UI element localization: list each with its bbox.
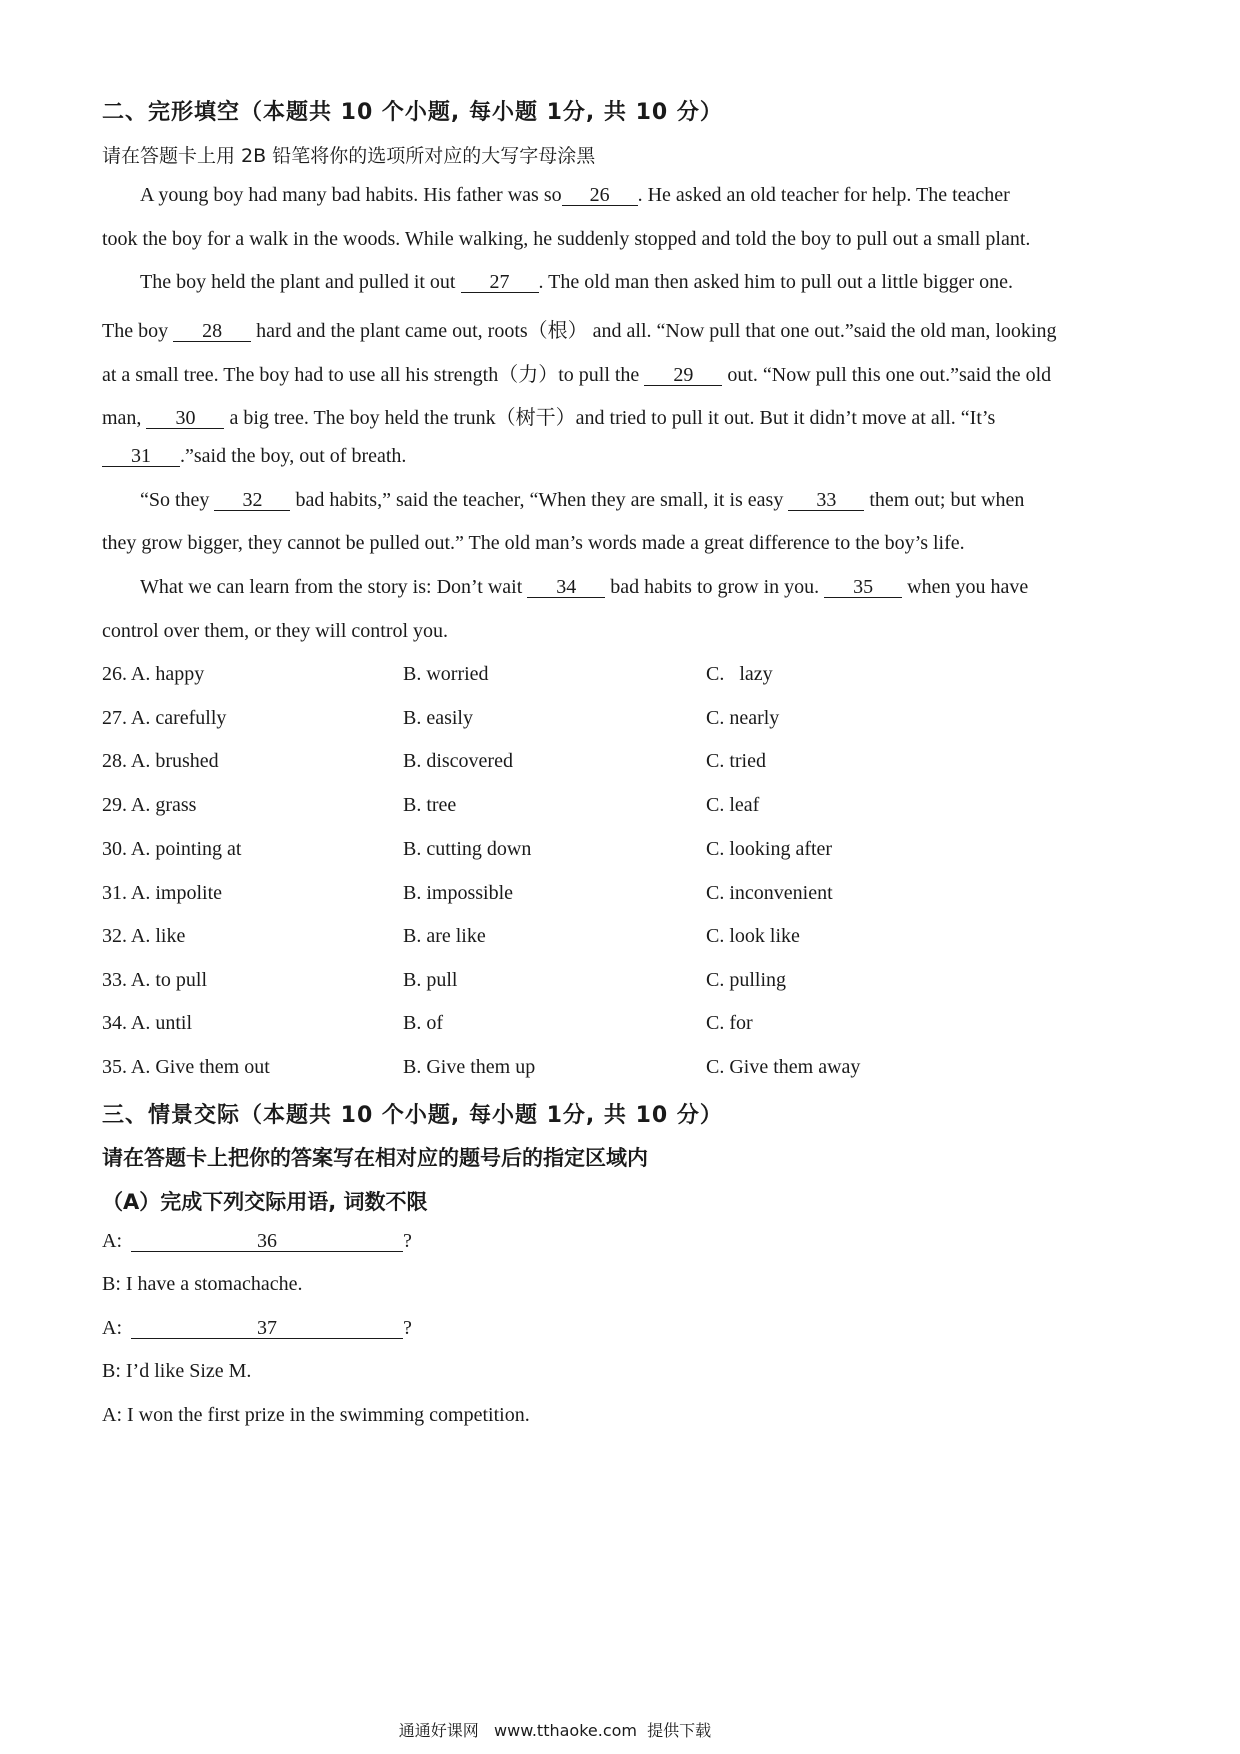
- passage-text: when you have: [902, 576, 1029, 598]
- blank-26: 26: [562, 185, 638, 206]
- blank-36: 36: [131, 1231, 403, 1252]
- option-28-b: B. discovered: [403, 750, 513, 772]
- option-29-a: 29. A. grass: [102, 794, 197, 816]
- dialog-line-a3: A: I won the first prize in the swimming competition.: [102, 1404, 530, 1426]
- option-33-b: B. pull: [403, 969, 458, 991]
- option-30-c: C. looking after: [706, 838, 833, 860]
- question-mark: ?: [403, 1230, 412, 1252]
- blank-28: 28: [173, 321, 251, 342]
- dialog-line-b1: B: I have a stomachache.: [102, 1273, 303, 1295]
- option-34-a: 34. A. until: [102, 1012, 193, 1034]
- blank-37: 37: [131, 1318, 403, 1339]
- section-3-heading: 三、情景交际（本题共 10 个小题, 每小题 1分, 共 10 分）: [102, 1103, 723, 1128]
- passage-text: man,: [102, 407, 147, 429]
- passage-line-5: [102, 358, 1051, 387]
- passage-text: out. “Now pull this one out.”said the old: [722, 364, 1052, 386]
- section-2-instruction: 请在答题卡上用 2B 铅笔将你的选项所对应的大写字母涂黑: [102, 145, 596, 167]
- passage-text: A young boy had many bad habits. His father was so: [140, 184, 562, 206]
- passage-line-6: [102, 401, 995, 430]
- passage-line-1: [140, 184, 1010, 207]
- passage-text: at a small tree. The boy had to use all his strength（力）to pull the: [102, 364, 645, 386]
- option-27-a: 27. A. carefully: [102, 707, 227, 729]
- blank-29: 29: [644, 365, 722, 386]
- passage-text: .”said the boy, out of breath.: [180, 445, 407, 467]
- option-35-a: 35. A. Give them out: [102, 1056, 270, 1078]
- passage-line-4: [102, 314, 1056, 343]
- option-29-c: C. leaf: [706, 794, 760, 816]
- passage-text: them out; but when: [864, 489, 1025, 511]
- blank-33: 33: [788, 490, 864, 511]
- option-32-b: B. are like: [403, 925, 486, 947]
- passage-line-9: they grow bigger, they cannot be pulled out.” The old man’s words made a great difference to the boy’s life.: [102, 532, 965, 554]
- option-32-c: C. look like: [706, 925, 800, 947]
- option-30-a: 30. A. pointing at: [102, 838, 242, 860]
- passage-line-10: [140, 576, 1028, 599]
- passage-text: . The old man then asked him to pull out a little bigger one.: [538, 271, 1014, 293]
- passage-text: . He asked an old teacher for help. The teacher: [637, 184, 1010, 206]
- option-27-c: C. nearly: [706, 707, 780, 729]
- passage-line-2: took the boy for a walk in the woods. While walking, he suddenly stopped and told the boy to pull out a small plant.: [102, 228, 1031, 250]
- dialog-line-b2: B: I’d like Size M.: [102, 1360, 252, 1382]
- question-mark: ?: [403, 1317, 412, 1339]
- option-30-b: B. cutting down: [403, 838, 532, 860]
- option-26-b: B. worried: [403, 663, 489, 685]
- passage-line-3: [140, 271, 1013, 294]
- option-32-a: 32. A. like: [102, 925, 186, 947]
- option-26-a: 26. A. happy: [102, 663, 205, 685]
- option-31-a: 31. A. impolite: [102, 882, 222, 904]
- section-3-subheading: （A）完成下列交际用语, 词数不限: [102, 1190, 428, 1214]
- page-footer: 通通好课网 www.tthaoke.com 提供下载: [398, 1721, 712, 1740]
- passage-text: What we can learn from the story is: Don’t wait: [140, 576, 528, 598]
- blank-31: 31: [102, 446, 180, 467]
- option-31-c: C. inconvenient: [706, 882, 833, 904]
- passage-line-7: [102, 445, 406, 468]
- passage-text: The boy held the plant and pulled it out: [140, 271, 461, 293]
- blank-32: 32: [214, 490, 290, 511]
- blank-27: 27: [461, 272, 539, 293]
- option-28-a: 28. A. brushed: [102, 750, 219, 772]
- blank-34: 34: [527, 577, 605, 598]
- option-35-b: B. Give them up: [403, 1056, 536, 1078]
- section-3-instruction: 请在答题卡上把你的答案写在相对应的题号后的指定区域内: [102, 1146, 648, 1170]
- passage-text: bad habits to grow in you.: [605, 576, 825, 598]
- section-2-heading: 二、完形填空（本题共 10 个小题, 每小题 1分, 共 10 分）: [102, 100, 723, 125]
- option-31-b: B. impossible: [403, 882, 514, 904]
- dialog-line-37: [102, 1317, 412, 1340]
- passage-line-11: control over them, or they will control you.: [102, 620, 449, 642]
- option-34-b: B. of: [403, 1012, 443, 1034]
- passage-text: bad habits,” said the teacher, “When they are small, it is easy: [290, 489, 789, 511]
- passage-text: hard and the plant came out, roots（根） and all. “Now pull that one out.”said the old man, looking: [251, 320, 1057, 342]
- blank-35: 35: [824, 577, 902, 598]
- passage-text: The boy: [102, 320, 174, 342]
- option-28-c: C. tried: [706, 750, 766, 772]
- passage-line-8: [140, 489, 1024, 512]
- speaker-label: A:: [102, 1317, 122, 1339]
- passage-text: “So they: [140, 489, 215, 511]
- passage-text: a big tree. The boy held the trunk（树干）and tried to pull it out. But it didn’t move at all. “It’s: [224, 407, 996, 429]
- option-27-b: B. easily: [403, 707, 473, 729]
- option-35-c: C. Give them away: [706, 1056, 861, 1078]
- option-26-c: C. lazy: [706, 663, 773, 685]
- option-34-c: C. for: [706, 1012, 753, 1034]
- speaker-label: A:: [102, 1230, 122, 1252]
- option-29-b: B. tree: [403, 794, 457, 816]
- dialog-line-36: [102, 1230, 412, 1253]
- blank-30: 30: [146, 408, 224, 429]
- option-33-a: 33. A. to pull: [102, 969, 208, 991]
- option-33-c: C. pulling: [706, 969, 787, 991]
